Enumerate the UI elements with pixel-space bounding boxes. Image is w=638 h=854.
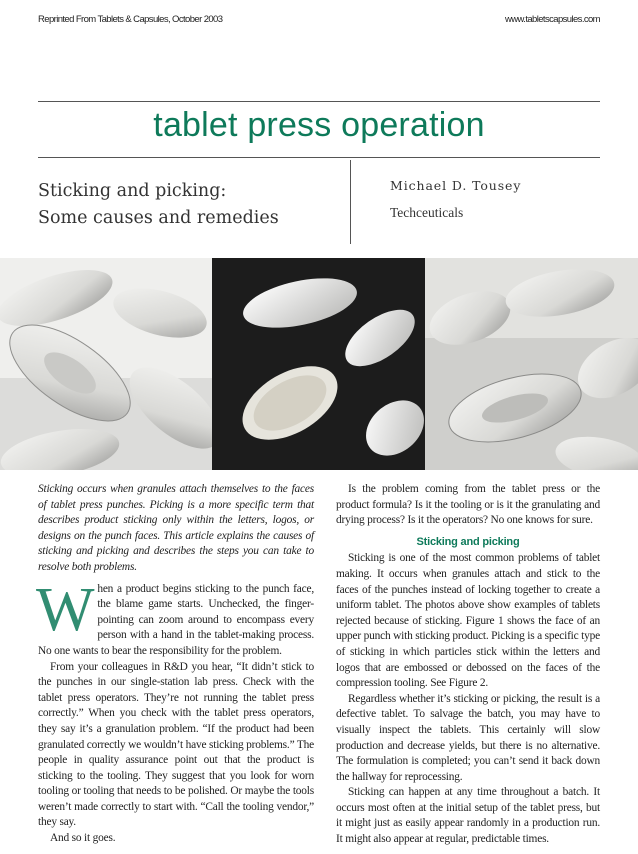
section-title: tablet press operation — [153, 106, 485, 144]
right-paragraph-3: Regardless whether it’s sticking or picking, the result is a defective tablet. To salvage the batch, you may have to visually inspect the tablets. This certainly will slow production and decrease yields, but there is no alternative. The formulation is completed; you can’t send it back down the hallway for reprocessing. — [336, 692, 600, 783]
article-title-line2: Some causes and remedies — [38, 208, 279, 228]
right-paragraph-2: Sticking is one of the most common problems of tablet making. It occurs when granules attach and stick to the faces of the punches instead of locking together to create a uniform tablet. The photos above show examples of tablets rejected because of sticking. Figure 1 shows the face of an upper punch with sticking product. Picking is a specific type of sticking in which particles stick within the letters and logos that are embossed or debossed on the faces of the compression tooling. See Figure 2. — [336, 552, 600, 690]
bottom-rule — [38, 157, 600, 158]
tablet-photos — [0, 258, 638, 470]
right-column — [336, 482, 600, 848]
article-title-line1: Sticking and picking: — [38, 181, 227, 201]
top-rule — [38, 101, 600, 102]
left-paragraph-3: And so it goes. — [50, 832, 116, 845]
subhead-sticking-picking: Sticking and picking — [416, 535, 520, 548]
photo-panel-right — [422, 258, 638, 470]
abstract: Sticking occurs when granules attach themselves to the faces of tablet press punches. Picking is a more specific term that describes product sticking only within the letters, logos, or designs on the punch faces. This article explains the causes of sticking and picking and describes the steps you can take to resolve both problems. — [38, 483, 314, 573]
intro-text: hen a product begins sticking to the punch face, the blame game starts. Unchecked, the finger-pointing can zoom around to encompass every person with a hand in the tablet-making process. No one wants to bear the responsibility for the problem. — [38, 582, 314, 657]
intro-paragraph — [36, 575, 314, 660]
reprint-line: Reprinted From Tablets & Capsules, October 2003 — [38, 14, 223, 25]
left-paragraph-2: From your colleagues in R&D you hear, “It didn’t stick to the punches in our single-station lab press. Check with the tablet press operators. They’re not running the tablet press correctly.” When you check with the tablet press operators, they say it’s a granulation problem. “If the product had been granulated correctly we wouldn’t have sticking problems.” The people in quality assurance point out that the product is sticking to the tooling. They suggest that you look for worn tooling or tooling that needs to be polished. Or maybe the tools weren’t made correctly to start with. “Call the tooling vendor,” they say. — [38, 660, 314, 829]
article-title — [38, 178, 279, 232]
website-link[interactable]: www.tabletscapsules.com — [505, 14, 600, 25]
right-paragraph-4: Sticking can happen at any time throughout a batch. It occurs most often at the initial setup of the tablet press, but it might just as easily appear randomly in a production run. It might also appear at regular, predictable times. — [336, 786, 600, 846]
author-name: Michael D. Tousey — [390, 178, 522, 193]
title-divider — [350, 160, 351, 244]
author-affiliation: Techceuticals — [390, 205, 464, 220]
right-paragraph-1: Is the problem coming from the tablet press or the product formula? Is it the tooling or is it the granulating and drying process? Is it the operators? No one knows for sure. — [336, 483, 600, 527]
photo-panel-middle — [212, 258, 435, 470]
drop-cap: W — [36, 575, 95, 644]
photo-panel-left — [0, 258, 234, 470]
left-column — [38, 482, 314, 847]
